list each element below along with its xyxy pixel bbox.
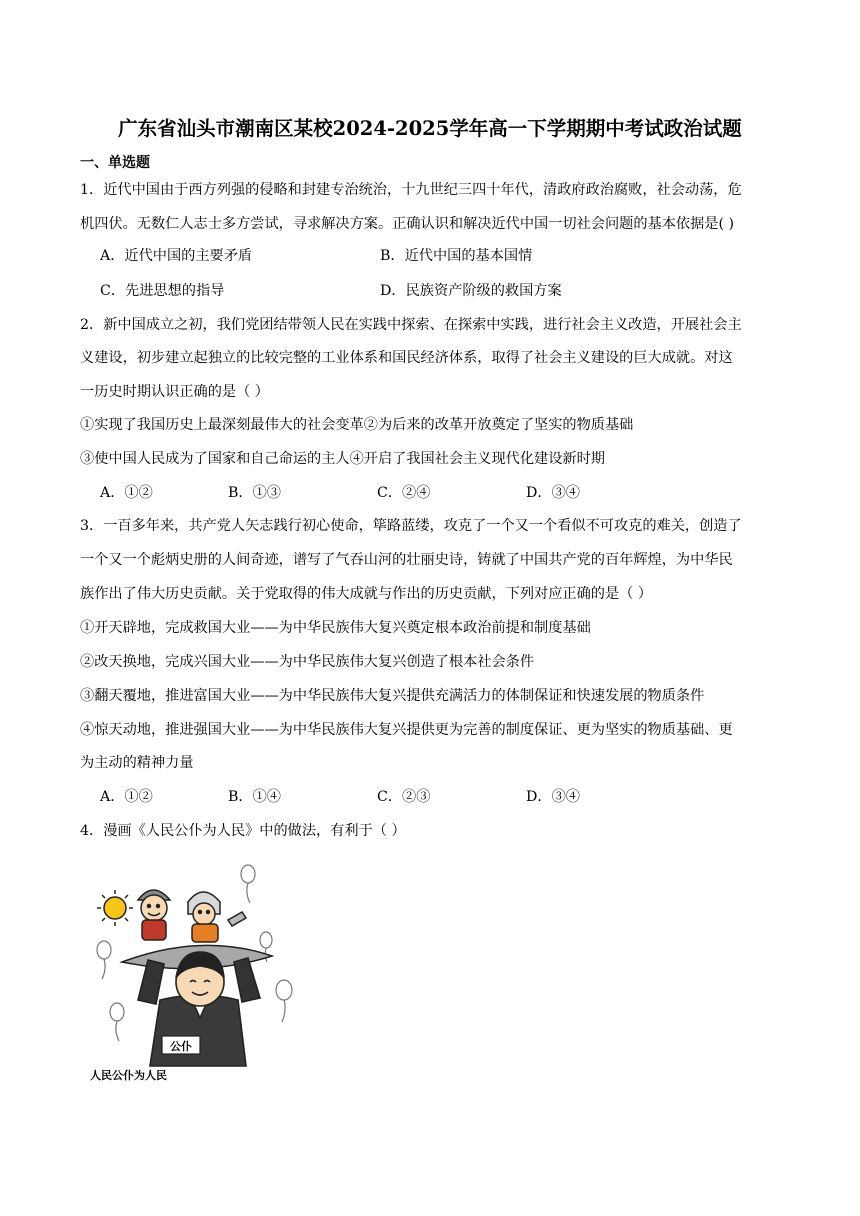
q2-option-b: B．①③: [228, 485, 281, 501]
q1-line-2: 机四伏。无数仁人志士多方尝试，寻求解决方案。正确认识和解决近代中国一切社会问题的基本依据是( ): [80, 216, 735, 232]
q3-statement-3: ③翻天覆地，推进富国大业——为中华民族伟大复兴提供充满活力的体制保证和快速发展的物质条件: [80, 688, 705, 704]
q3-option-c: C．②③: [377, 789, 431, 805]
badge-label: 公仆: [170, 1040, 192, 1053]
q3-line-1: 3．一百多年来，共产党人矢志践行初心使命，筚路蓝缕，攻克了一个又一个看似不可攻克的难关，创造了: [80, 518, 742, 534]
q2-option-c: C．②④: [377, 485, 431, 501]
cartoon-illustration: [88, 860, 306, 1086]
sun-icon: [97, 890, 133, 926]
q2-statement-3-4: ③使中国人民成为了国家和自己命运的主人④开启了我国社会主义现代化建设新时期: [80, 451, 605, 467]
q3-statement-1: ①开天辟地，完成救国大业——为中华民族伟大复兴奠定根本政治前提和制度基础: [80, 620, 591, 636]
page-title: 广东省汕头市潮南区某校2024-2025学年高一下学期期中考试政治试题: [118, 117, 742, 140]
q3-statement-4: ④惊天动地，推进强国大业——为中华民族伟大复兴提供更为完善的制度保证、更为坚实的物质基础、更: [80, 722, 733, 738]
q3-option-a: A．①②: [100, 789, 153, 805]
q3-line-3: 族作出了伟大历史贡献。关于党取得的伟大成就与作出的历史贡献，下列对应正确的是（ ）: [80, 586, 653, 602]
q2-line-1: 2．新中国成立之初，我们党团结带领人民在实践中探索、在探索中实践，进行社会主义改造，开展社会主: [80, 317, 742, 333]
q1-option-d: D．民族资产阶级的救国方案: [380, 283, 562, 299]
cartoon-caption: 人民公仆为人民: [90, 1069, 167, 1082]
q3-option-d: D．③④: [526, 789, 580, 805]
q1-option-b: B．近代中国的基本国情: [380, 248, 533, 264]
q3-option-b: B．①④: [228, 789, 281, 805]
q3-statement-4-cont: 为主动的精神力量: [80, 755, 194, 771]
q2-line-2: 义建设，初步建立起独立的比较完整的工业体系和国民经济体系，取得了社会主义建设的巨大成就。对这: [80, 350, 733, 366]
q2-option-a: A．①②: [100, 485, 153, 501]
q2-line-3: 一历史时期认识正确的是（ ）: [80, 384, 269, 400]
people-figures: [138, 890, 246, 942]
q2-option-d: D．③④: [526, 485, 580, 501]
q3-line-2: 一个又一个彪炳史册的人间奇迹，谱写了气吞山河的壮丽史诗，铸就了中国共产党的百年辉煌，为中华民: [80, 552, 733, 568]
section-heading: 一、单选题: [80, 155, 150, 171]
q2-statement-1-2: ①实现了我国历史上最深刻最伟大的社会变革②为后来的改革开放奠定了坚实的物质基础: [80, 417, 634, 433]
q1-line-1: 1．近代中国由于西方列强的侵略和封建专治统治，十九世纪三四十年代，清政府政治腐败，社会动荡，危: [80, 182, 742, 198]
q1-option-c: C．先进思想的指导: [100, 283, 225, 299]
q3-statement-2: ②改天换地，完成兴国大业——为中华民族伟大复兴创造了根本社会条件: [80, 654, 535, 670]
q1-option-a: A．近代中国的主要矛盾: [100, 248, 253, 264]
q4-line-1: 4．漫画《人民公仆为人民》中的做法，有利于（ ）: [80, 823, 406, 839]
